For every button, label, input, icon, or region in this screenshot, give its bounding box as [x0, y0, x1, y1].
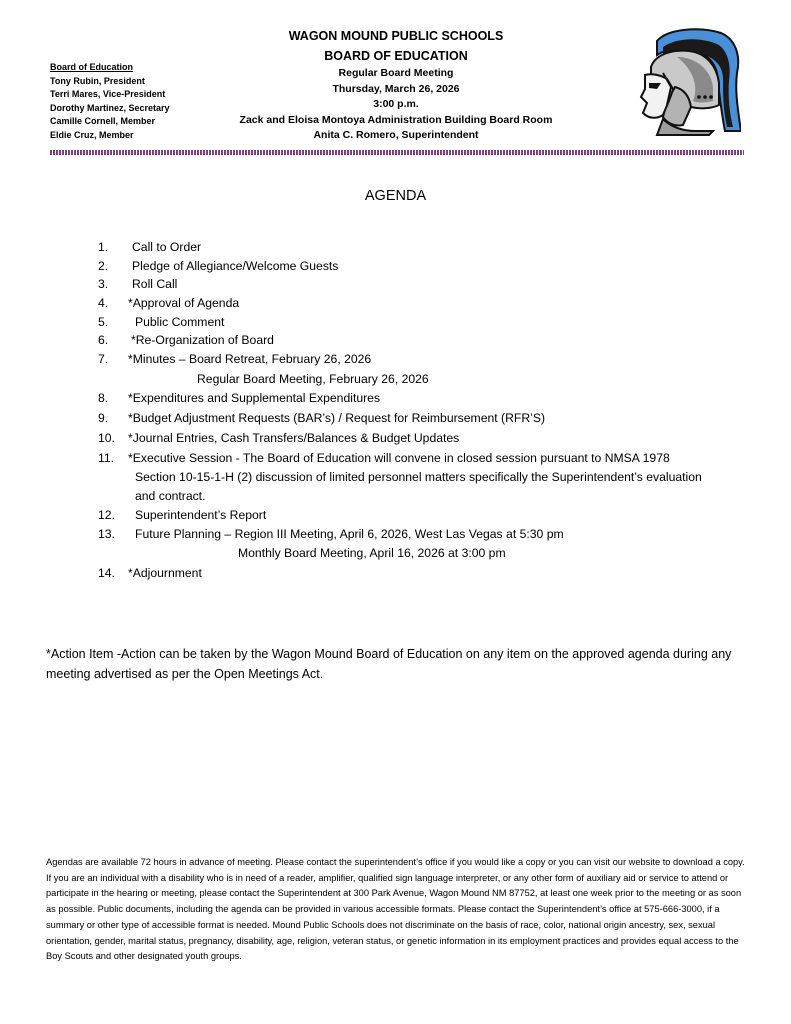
agenda-item-text: *Approval of Agenda [128, 296, 240, 310]
agenda-item-text: Future Planning – Region III Meeting, April 6, 2026, West Las Vegas at 5:30 pm [135, 527, 564, 541]
agenda-item-number: 1. [98, 240, 109, 254]
agenda-item-text: *Budget Adjustment Requests (BAR’s) / Request for Reimbursement (RFR’S) [128, 411, 546, 425]
agenda-item-text: *Minutes – Board Retreat, February 26, 2026 [128, 352, 372, 366]
agenda-item-number: 13. [98, 527, 115, 541]
meeting-location: Zack and Eloisa Montoya Administration Building Board Room [239, 113, 553, 126]
document-header [220, 26, 572, 144]
meeting-date: Thursday, March 26, 2026 [332, 82, 460, 95]
agenda-item-number: 5. [98, 315, 109, 329]
accessibility-footer: Agendas are available 72 hours in advance of meeting. Please contact the superintendent’s office if you would like a copy or you can visit our website to download a copy. If you are an individual with a disability who is in need of a reader, amplifier, qualified sign language interpreter, or any other form of auxiliary aid or service to attend or participate in the hearing or meeting, please contact the Superintendent at 300 Park Avenue, Wagon Mound NM 87752, at least one week prior to the meeting or as soon as possible. Public documents, including the agenda can be provided in various accessible formats. Please contact the Superintendent’s office at 575-666-3000, if a summary or other type of accessible format is needed. Mound Public Schools does not discriminate on the basis of race, color, national origin ancestry, sex, sexual orientation, gender, marital status, pregnancy, disability, age, religion, veteran status, or genetic information in its employment practices and provides equal access to the Boy Scouts and other designated youth groups. [46, 857, 745, 962]
trojan-helmet-logo-icon [637, 27, 741, 137]
agenda-item-continuation: Monthly Board Meeting, April 16, 2026 at 3:00 pm [238, 546, 506, 560]
agenda-item-number: 3. [98, 277, 109, 291]
agenda-item-continuation: and contract. [135, 489, 206, 503]
agenda-item-continuation: Regular Board Meeting, February 26, 2026 [197, 372, 429, 386]
board-member: Dorothy Martinez, Secretary [50, 102, 170, 113]
agenda-item-text: Superintendent’s Report [135, 508, 267, 522]
agenda-item-text: *Adjournment [128, 566, 202, 580]
header-divider [50, 150, 744, 155]
agenda-title: AGENDA [364, 188, 427, 204]
board-members-list [50, 61, 170, 143]
agenda-item-number: 12. [98, 508, 115, 522]
agenda-item-text: Call to Order [132, 240, 202, 254]
agenda-item-text: Pledge of Allegiance/Welcome Guests [132, 259, 339, 273]
board-member: Eldie Cruz, Member [50, 129, 134, 140]
agenda-item-continuation: Section 10-15-1-H (2) discussion of limited personnel matters specifically the Superintendent’s evaluation [135, 470, 702, 484]
agenda-item-number: 9. [98, 411, 109, 425]
agenda-item-text: Public Comment [135, 315, 225, 329]
meeting-type: Regular Board Meeting [338, 67, 454, 79]
agenda-item-text: *Expenditures and Supplemental Expenditures [128, 391, 381, 405]
agenda-item-number: 10. [98, 431, 115, 445]
agenda-item-text: *Executive Session - The Board of Education will convene in closed session pursuant to NMSA 1978 [128, 451, 670, 465]
meeting-time: 3:00 p.m. [373, 98, 419, 110]
superintendent-name: Anita C. Romero, Superintendent [313, 129, 479, 141]
agenda-item-number: 7. [98, 352, 109, 366]
agenda-item-text: Roll Call [132, 277, 178, 291]
agenda-item-number: 14. [98, 566, 115, 580]
agenda-item-number: 2. [98, 259, 109, 273]
board-member: Camille Cornell, Member [50, 116, 156, 127]
agenda-item-number: 6. [98, 333, 109, 347]
board-title: BOARD OF EDUCATION [324, 49, 468, 63]
action-item-note: *Action Item -Action can be taken by the Wagon Mound Board of Education on any item on the approved agenda during any meeting advertised as per the Open Meetings Act. [46, 647, 732, 681]
agenda-item-number: 11. [98, 451, 115, 465]
board-member: Tony Rubin, President [50, 75, 145, 86]
board-member: Terri Mares, Vice-President [50, 89, 166, 100]
agenda-item-number: 4. [98, 296, 109, 310]
agenda-item-text: *Re-Organization of Board [131, 333, 274, 347]
school-name: WAGON MOUND PUBLIC SCHOOLS [288, 29, 504, 43]
agenda-item-number: 8. [98, 391, 109, 405]
agenda-item-text: *Journal Entries, Cash Transfers/Balances & Budget Updates [128, 431, 460, 445]
board-heading: Board of Education [50, 62, 133, 72]
